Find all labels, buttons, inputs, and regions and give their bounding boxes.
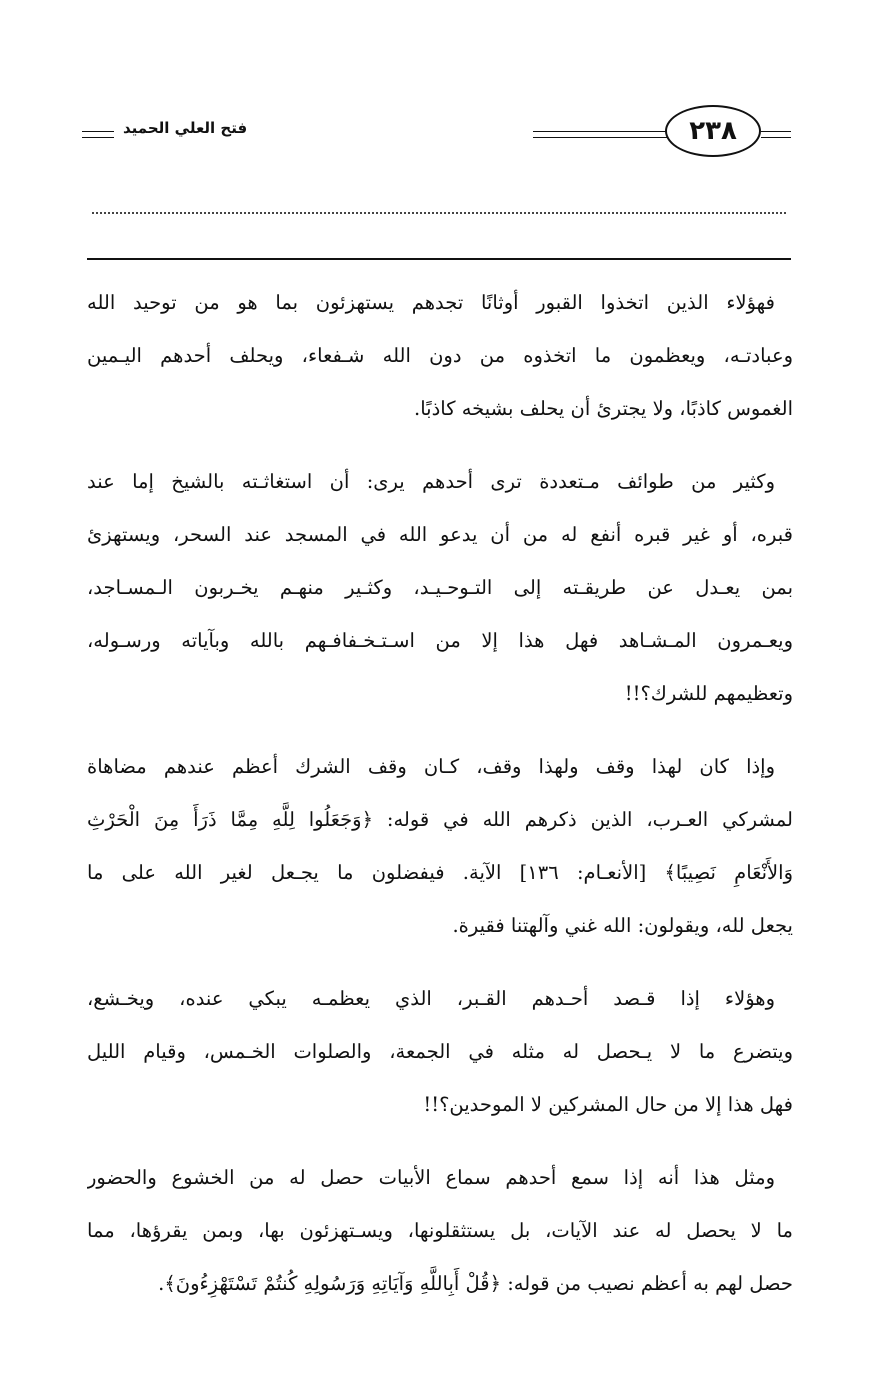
text-line: فهؤلاء الذين اتخذوا القبور أوثانًا تجدهم يستهزئون بما هو من توحيد الله [87, 291, 775, 314]
text-line: لمشركي العـرب، الذين ذكرهم الله في قوله: ﴿وَجَعَلُوا لِلَّهِ مِمَّا ذَرَأَ مِنَ الْحَرْثِ [87, 808, 793, 831]
paragraph [87, 276, 793, 435]
text-line: ومثل هذا أنه إذا سمع أحدهم سماع الأبيات حصل له من الخشوع والحضور [87, 1166, 775, 1189]
header-separator [87, 258, 791, 260]
dotted-leader [92, 212, 786, 214]
text-line: وإذا كان لهذا وقف ولهذا وقف، كـان وقف الشرك أعظم عندهم مضاهاة [87, 755, 776, 778]
text-line: الغموس كاذبًا، ولا يجترئ أن يحلف بشيخه كاذبًا. [414, 397, 793, 420]
text-line: بمن يعـدل عن طريقـته إلى التـوحـيـد، وكثـير منهـم يخـربون الـمسـاجد، [87, 576, 793, 599]
text-line: وكثير من طوائف مـتعددة ترى أحدهم يرى: أن استغاثـته بالشيخ إما عند [87, 470, 775, 493]
paragraph [87, 1151, 793, 1310]
text-line: ويعـمرون المـشـاهد فهل هذا إلا من اسـتـخـفافـهم بالله وبآياته ورسـوله، [87, 629, 793, 652]
paragraph [87, 972, 793, 1131]
text-line: يجعل لله، ويقولون: الله غني وآلهتنا فقيرة. [452, 914, 793, 937]
text-line: وهؤلاء إذا قـصد أحـدهم القـبر، الذي يعظمـه يبكي عنده، ويخـشع، [87, 987, 775, 1010]
text-line: قبره، أو غير قبره أنفع له من أن يدعو الله في المسجد عند السحر، ويستهزئ [87, 523, 793, 546]
text-line: فهل هذا إلا من حال المشركين لا الموحدين؟!! [423, 1093, 793, 1116]
text-line: وتعظيمهم للشرك؟!! [624, 682, 793, 705]
text-line: وَالأَنْعَامِ نَصِيبًا﴾ [الأنعـام: ١٣٦] الآية. فيفضلون ما يجـعل لغير الله على ما [87, 861, 793, 884]
header-ornament-dash [82, 137, 114, 138]
header-rule [533, 131, 667, 132]
header-rule [533, 137, 667, 138]
body-text [87, 276, 793, 1330]
text-line: حصل لهم به أعظم نصيب من قوله: ﴿قُلْ أَبِاللَّهِ وَآيَاتِهِ وَرَسُولِهِ كُنتُمْ تَسْتَهْزِءُونَ﴾. [158, 1272, 793, 1295]
running-title: فتح العلي الحميد [123, 119, 248, 137]
text-line: ما لا يحصل له عند الآيات، بل يستثقلونها، ويسـتهزئون بها، وبمن يقرؤها، مما [87, 1219, 793, 1242]
header-ornament-dash [82, 131, 114, 132]
header-rule [761, 137, 791, 138]
paragraph [87, 455, 793, 720]
text-line: ويتضرع ما لا يـحصل له مثله في الجمعة، والصلوات الخـمس، وقيام الليل [87, 1040, 793, 1063]
text-line: وعبادتـه، ويعظمون ما اتخذوه من دون الله شـفعاء، ويحلف أحدهم اليـمين [87, 344, 793, 367]
header-rule [761, 131, 791, 132]
page-number: ٢٣٨ [689, 116, 737, 146]
paragraph [87, 740, 793, 952]
